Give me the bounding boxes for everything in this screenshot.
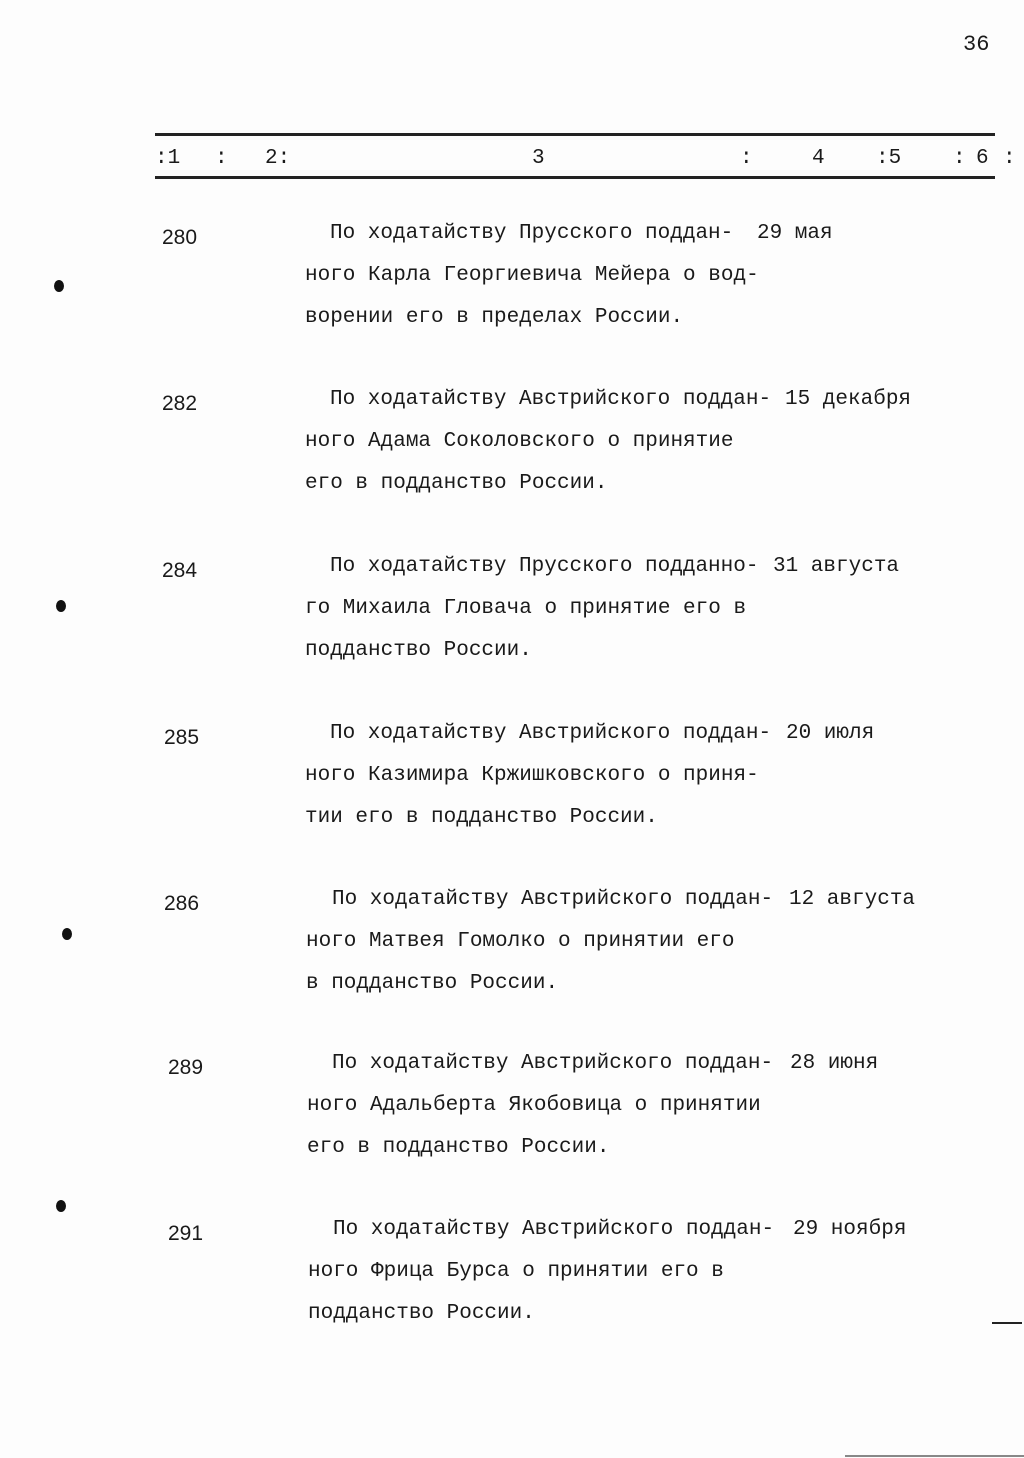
entry-text-line: подданство России. <box>308 1302 535 1325</box>
entry-number: 282 <box>162 392 198 415</box>
entry-text-line: По ходатайству Прусского поддан- <box>330 222 734 245</box>
col-4: 4 <box>812 147 825 170</box>
col-1: :1 <box>155 147 181 170</box>
entry-number: 285 <box>164 726 200 749</box>
entry-text-line: ворении его в пределах России. <box>305 306 684 329</box>
entry-text-line: ного Карла Георгиевича Мейера о вод- <box>305 264 759 287</box>
entry-text-line: По ходатайству Прусского подданно- <box>330 555 759 578</box>
entry-text-line: По ходатайству Австрийского поддан- <box>333 1218 775 1241</box>
entry-text-line: По ходатайству Австрийского поддан- <box>330 388 772 411</box>
col-2: 2: <box>265 147 291 170</box>
entry-number: 284 <box>162 559 198 582</box>
bottom-rule <box>845 1455 1024 1457</box>
entry-text-line: его в подданство России. <box>307 1136 610 1159</box>
entry-text-line: подданство России. <box>305 639 532 662</box>
page-number: 36 <box>963 32 990 57</box>
col-6: 6 <box>976 147 989 170</box>
entry-text-line: По ходатайству Австрийского поддан- <box>332 1052 774 1075</box>
header-bottom-rule <box>155 176 995 179</box>
entry-text-line: тии его в подданство России. <box>305 806 658 829</box>
entry-number: 289 <box>168 1056 204 1079</box>
punch-hole-mark <box>54 280 64 292</box>
entry-date: 31 августа <box>773 555 900 578</box>
entry-date: 15 декабря <box>785 388 912 411</box>
entry-text-line: го Михаила Гловача о принятие его в <box>305 597 747 620</box>
col-sep: : <box>740 147 753 170</box>
col-sep: : <box>953 147 966 170</box>
margin-mark <box>992 1322 1022 1324</box>
col-sep: : <box>215 147 228 170</box>
col-sep: : <box>1003 147 1016 170</box>
col-3: 3 <box>532 147 545 170</box>
entry-number: 286 <box>164 892 200 915</box>
entry-number: 280 <box>162 226 198 249</box>
entry-text-line: ного Матвея Гомолко о принятии его <box>306 930 735 953</box>
col-5: :5 <box>876 147 902 170</box>
punch-hole-mark <box>62 928 72 940</box>
entry-number: 291 <box>168 1222 204 1245</box>
entry-text-line: ного Казимира Кржишковского о приня- <box>305 764 759 787</box>
entry-text-line: По ходатайству Австрийского поддан- <box>330 722 772 745</box>
entry-date: 29 ноября <box>793 1218 907 1241</box>
entry-text-line: ного Фрица Бурса о принятии его в <box>308 1260 724 1283</box>
entry-text-line: По ходатайству Австрийского поддан- <box>332 888 774 911</box>
punch-hole-mark <box>56 600 66 612</box>
entry-text-line: ного Адальберта Якобовица о принятии <box>307 1094 761 1117</box>
entry-text-line: в подданство России. <box>306 972 559 995</box>
entry-text-line: его в подданство России. <box>305 472 608 495</box>
entry-date: 28 июня <box>790 1052 879 1075</box>
punch-hole-mark <box>56 1200 66 1212</box>
header-top-rule <box>155 133 995 136</box>
entry-date: 29 мая <box>757 222 833 245</box>
entry-date: 20 июля <box>786 722 875 745</box>
entry-date: 12 августа <box>789 888 916 911</box>
entry-text-line: ного Адама Соколовского о принятие <box>305 430 734 453</box>
